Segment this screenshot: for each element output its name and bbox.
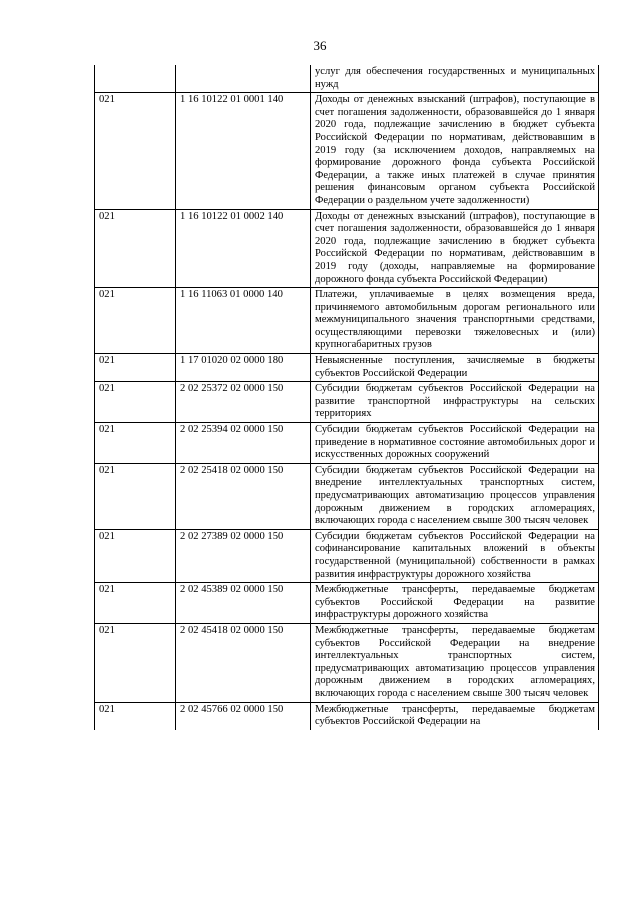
- table-row: [95, 354, 599, 382]
- table-row: [95, 423, 599, 464]
- budget-code-cell: 2 02 45418 02 0000 150: [176, 623, 311, 702]
- description-cell: Доходы от денежных взысканий (штрафов), поступающие в счет погашения задолженности, образовавшейся до 1 января 2020 года, подлежащие зачислению в бюджет субъекта Российской Федерации по нормативам, действовавшим в 2019 году (доходы, направляемые на формирование дорожного фонда субъекта Российской Федерации): [311, 209, 599, 288]
- budget-code-cell: 2 02 25372 02 0000 150: [176, 382, 311, 423]
- description-cell: Субсидии бюджетам субъектов Российской Федерации на софинансирование капитальных вложений в объекты государственной (муниципальной) собственности в рамках развития инфраструктуры дорожного хозяйства: [311, 529, 599, 582]
- admin-code-cell: 021: [95, 382, 176, 423]
- admin-code-cell: 021: [95, 529, 176, 582]
- table-row: [95, 209, 599, 288]
- budget-code-cell: 2 02 25418 02 0000 150: [176, 463, 311, 529]
- description-cell: Невыясненные поступления, зачисляемые в бюджеты субъектов Российской Федерации: [311, 354, 599, 382]
- table-row: [95, 529, 599, 582]
- table-row: [95, 702, 599, 730]
- description-cell: Субсидии бюджетам субъектов Российской Федерации на приведение в нормативное состояние автомобильных дорог и искусственных дорожных сооружений: [311, 423, 599, 464]
- table-row: [95, 288, 599, 354]
- description-cell: услуг для обеспечения государственных и муниципальных нужд: [311, 65, 599, 93]
- table-row: [95, 93, 599, 209]
- budget-code-cell: 1 16 10122 01 0001 140: [176, 93, 311, 209]
- admin-code-cell: 021: [95, 702, 176, 730]
- admin-code-cell: [95, 65, 176, 93]
- admin-code-cell: 021: [95, 354, 176, 382]
- revenue-codes-table: [94, 65, 599, 730]
- table-row: [95, 463, 599, 529]
- budget-code-cell: 1 16 11063 01 0000 140: [176, 288, 311, 354]
- admin-code-cell: 021: [95, 623, 176, 702]
- admin-code-cell: 021: [95, 93, 176, 209]
- budget-code-cell: 1 17 01020 02 0000 180: [176, 354, 311, 382]
- budget-code-cell: 2 02 25394 02 0000 150: [176, 423, 311, 464]
- admin-code-cell: 021: [95, 288, 176, 354]
- budget-code-cell: 1 16 10122 01 0002 140: [176, 209, 311, 288]
- table-row: [95, 623, 599, 702]
- table-row: [95, 65, 599, 93]
- description-cell: Субсидии бюджетам субъектов Российской Федерации на развитие транспортной инфраструктуры на сельских территориях: [311, 382, 599, 423]
- table-row: [95, 583, 599, 624]
- description-cell: Межбюджетные трансферты, передаваемые бюджетам субъектов Российской Федерации на внедрение интеллектуальных транспортных систем, предусматривающих автоматизацию процессов управления дорожным движением в городских агломерациях, включающих города с населением свыше 300 тысяч человек: [311, 623, 599, 702]
- budget-code-cell: 2 02 27389 02 0000 150: [176, 529, 311, 582]
- admin-code-cell: 021: [95, 423, 176, 464]
- table-row: [95, 382, 599, 423]
- page-number: 36: [313, 38, 327, 53]
- budget-code-cell: 2 02 45766 02 0000 150: [176, 702, 311, 730]
- description-cell: Межбюджетные трансферты, передаваемые бюджетам субъектов Российской Федерации на развитие инфраструктуры дорожного хозяйства: [311, 583, 599, 624]
- description-cell: Платежи, уплачиваемые в целях возмещения вреда, причиняемого автомобильным дорогам регионального или межмуниципального значения транспортными средствами, осуществляющими перевозки тяжеловесных и (или) крупногабаритных грузов: [311, 288, 599, 354]
- description-cell: Субсидии бюджетам субъектов Российской Федерации на внедрение интеллектуальных транспортных систем, предусматривающих автоматизацию процессов управления дорожным движением в городских агломерациях, включающих города с населением свыше 300 тысяч человек: [311, 463, 599, 529]
- table-body: [95, 65, 599, 730]
- admin-code-cell: 021: [95, 583, 176, 624]
- description-cell: Межбюджетные трансферты, передаваемые бюджетам субъектов Российской Федерации на: [311, 702, 599, 730]
- admin-code-cell: 021: [95, 209, 176, 288]
- budget-code-cell: [176, 65, 311, 93]
- description-cell: Доходы от денежных взысканий (штрафов), поступающие в счет погашения задолженности, образовавшейся до 1 января 2020 года, подлежащие зачислению в бюджет субъекта Российской Федерации по нормативам, действовавшим в 2019 году (за исключением доходов, направляемых на формирование дорожного фонда субъекта Российской Федерации, а также иных платежей в случае принятия решения финансовым органом субъекта Российской Федерации о раздельном учете задолженности): [311, 93, 599, 209]
- admin-code-cell: 021: [95, 463, 176, 529]
- budget-code-cell: 2 02 45389 02 0000 150: [176, 583, 311, 624]
